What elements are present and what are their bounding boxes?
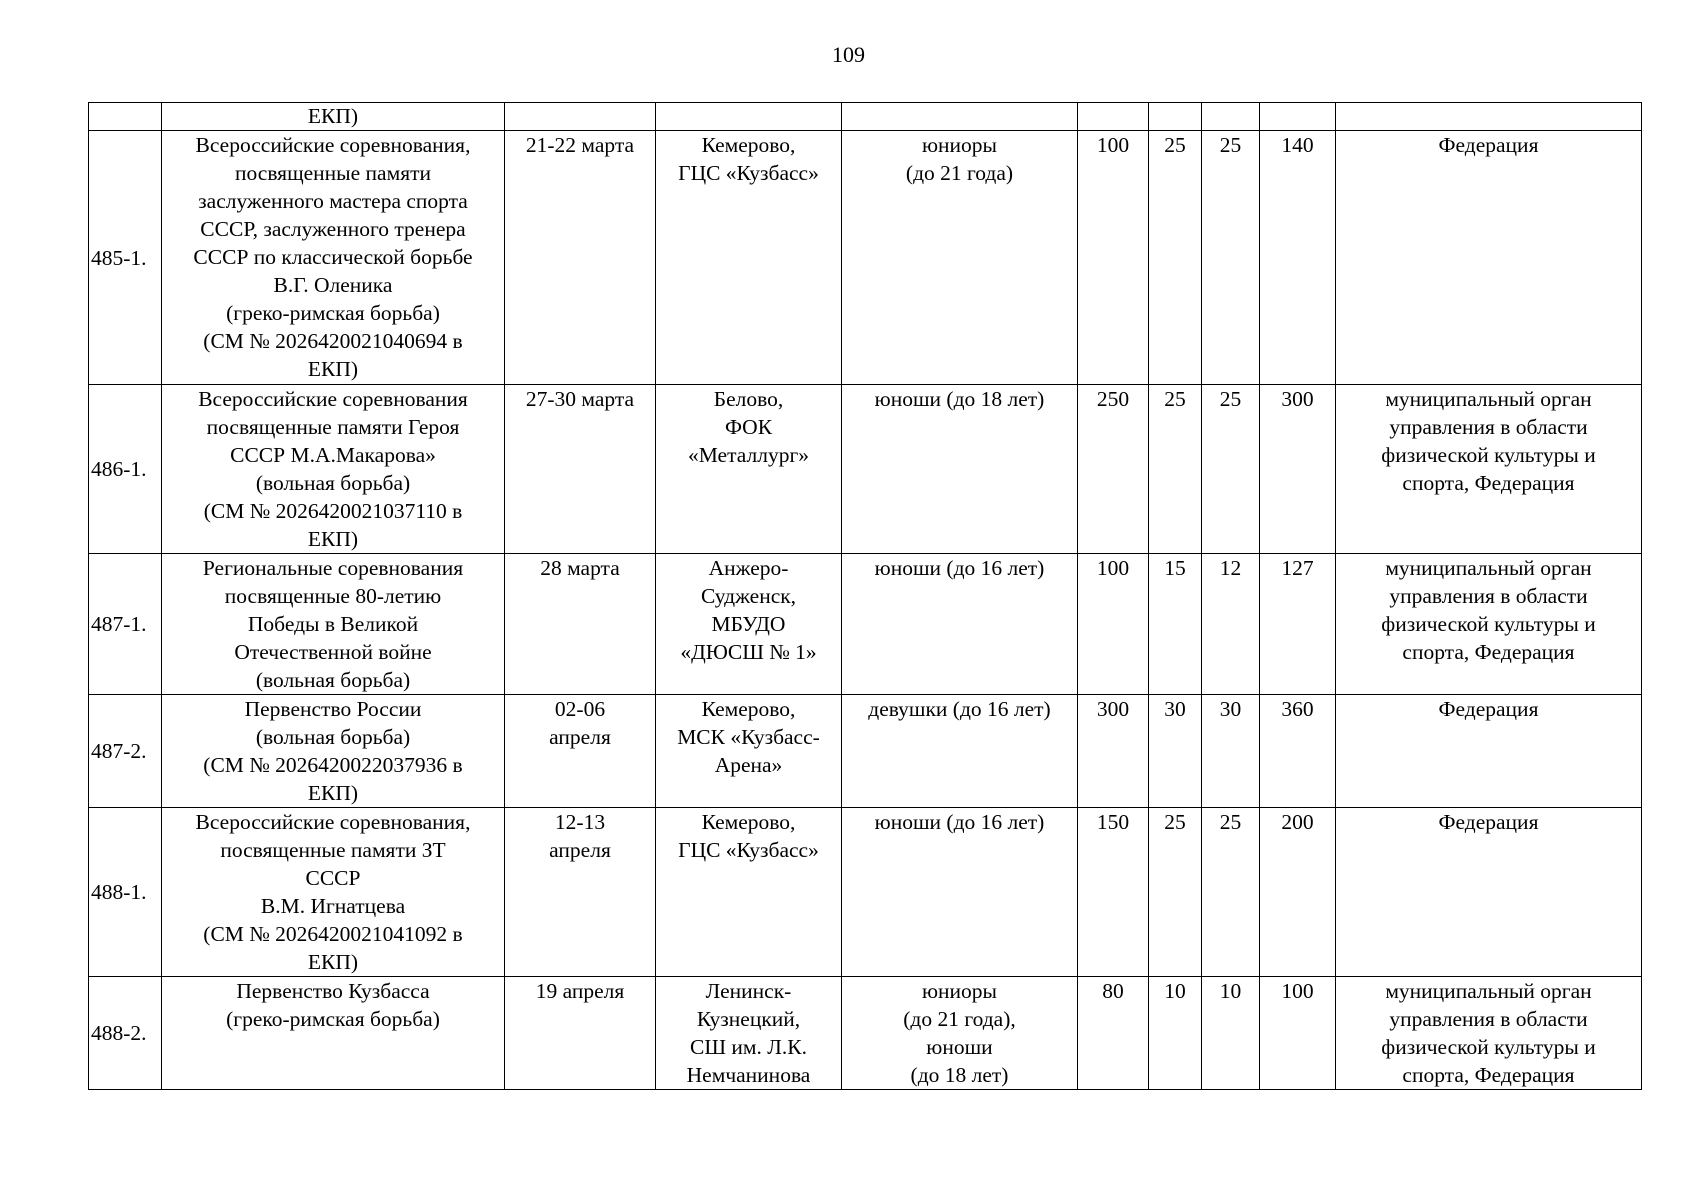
event-place: Ленинск- Кузнецкий, СШ им. Л.К. Немчанинова xyxy=(656,977,842,1090)
count-total xyxy=(1260,103,1336,131)
event-name: ЕКП) xyxy=(162,103,505,131)
table-row xyxy=(89,385,1642,554)
event-place: Белово, ФОК «Металлург» xyxy=(656,385,842,554)
event-name: Региональные соревнования посвященные 80-летию Победы в Великой Отечественной войне (вольная борьба) xyxy=(162,554,505,695)
count-total: 100 xyxy=(1260,977,1336,1090)
event-number: 485-1. xyxy=(89,131,162,385)
event-number: 487-2. xyxy=(89,695,162,808)
count-total: 140 xyxy=(1260,131,1336,385)
event-name: Всероссийские соревнования, посвященные памяти заслуженного мастера спорта СССР, заслуженного тренера СССР по классической борьбе В.Г. Оленика (греко-римская борьба) (СМ № 2026420021040694 в ЕКП) xyxy=(162,131,505,385)
table-row xyxy=(89,808,1642,977)
event-name: Первенство Кузбасса (греко-римская борьба) xyxy=(162,977,505,1090)
event-number: 486-1. xyxy=(89,385,162,554)
count-1: 150 xyxy=(1078,808,1149,977)
event-number: 487-1. xyxy=(89,554,162,695)
organizer: Федерация xyxy=(1336,695,1642,808)
event-place: Кемерово, МСК «Кузбасс- Арена» xyxy=(656,695,842,808)
count-1 xyxy=(1078,103,1149,131)
age-group: юноши (до 16 лет) xyxy=(842,808,1078,977)
event-place xyxy=(656,103,842,131)
event-date: 02-06 апреля xyxy=(505,695,656,808)
count-3: 12 xyxy=(1202,554,1260,695)
count-1: 80 xyxy=(1078,977,1149,1090)
event-place: Анжеро- Судженск, МБУДО «ДЮСШ № 1» xyxy=(656,554,842,695)
event-date: 12-13 апреля xyxy=(505,808,656,977)
table-row xyxy=(89,131,1642,385)
event-number: 488-2. xyxy=(89,977,162,1090)
organizer: Федерация xyxy=(1336,131,1642,385)
count-2: 10 xyxy=(1149,977,1202,1090)
count-3: 25 xyxy=(1202,385,1260,554)
age-group: юниоры (до 21 года), юноши (до 18 лет) xyxy=(842,977,1078,1090)
table-row xyxy=(89,977,1642,1090)
count-2: 25 xyxy=(1149,808,1202,977)
count-total: 300 xyxy=(1260,385,1336,554)
age-group: юноши (до 18 лет) xyxy=(842,385,1078,554)
events-table xyxy=(88,102,1642,1090)
event-number xyxy=(89,103,162,131)
count-total: 200 xyxy=(1260,808,1336,977)
count-3: 10 xyxy=(1202,977,1260,1090)
count-2: 25 xyxy=(1149,131,1202,385)
age-group xyxy=(842,103,1078,131)
event-date: 21-22 марта xyxy=(505,131,656,385)
count-2: 25 xyxy=(1149,385,1202,554)
count-1: 100 xyxy=(1078,131,1149,385)
organizer: муниципальный орган управления в области физической культуры и спорта, Федерация xyxy=(1336,385,1642,554)
count-2: 15 xyxy=(1149,554,1202,695)
count-1: 300 xyxy=(1078,695,1149,808)
table-row xyxy=(89,554,1642,695)
event-date xyxy=(505,103,656,131)
count-2: 30 xyxy=(1149,695,1202,808)
table-row xyxy=(89,695,1642,808)
count-total: 360 xyxy=(1260,695,1336,808)
page-number: 109 xyxy=(832,42,865,67)
event-place: Кемерово, ГЦС «Кузбасс» xyxy=(656,808,842,977)
count-3 xyxy=(1202,103,1260,131)
organizer xyxy=(1336,103,1642,131)
count-1: 100 xyxy=(1078,554,1149,695)
count-1: 250 xyxy=(1078,385,1149,554)
organizer: муниципальный орган управления в области физической культуры и спорта, Федерация xyxy=(1336,554,1642,695)
count-3: 25 xyxy=(1202,131,1260,385)
event-date: 19 апреля xyxy=(505,977,656,1090)
event-name: Всероссийские соревнования посвященные памяти Героя СССР М.А.Макарова» (вольная борьба) (СМ № 2026420021037110 в ЕКП) xyxy=(162,385,505,554)
age-group: юниоры (до 21 года) xyxy=(842,131,1078,385)
event-name: Первенство России (вольная борьба) (СМ № 2026420022037936 в ЕКП) xyxy=(162,695,505,808)
event-date: 28 марта xyxy=(505,554,656,695)
event-number: 488-1. xyxy=(89,808,162,977)
organizer: Федерация xyxy=(1336,808,1642,977)
count-total: 127 xyxy=(1260,554,1336,695)
age-group: юноши (до 16 лет) xyxy=(842,554,1078,695)
event-name: Всероссийские соревнования, посвященные памяти ЗТ СССР В.М. Игнатцева (СМ № 2026420021041092 в ЕКП) xyxy=(162,808,505,977)
event-date: 27-30 марта xyxy=(505,385,656,554)
count-3: 30 xyxy=(1202,695,1260,808)
count-2 xyxy=(1149,103,1202,131)
age-group: девушки (до 16 лет) xyxy=(842,695,1078,808)
event-place: Кемерово, ГЦС «Кузбасс» xyxy=(656,131,842,385)
organizer: муниципальный орган управления в области физической культуры и спорта, Федерация xyxy=(1336,977,1642,1090)
table-row xyxy=(89,103,1642,131)
count-3: 25 xyxy=(1202,808,1260,977)
